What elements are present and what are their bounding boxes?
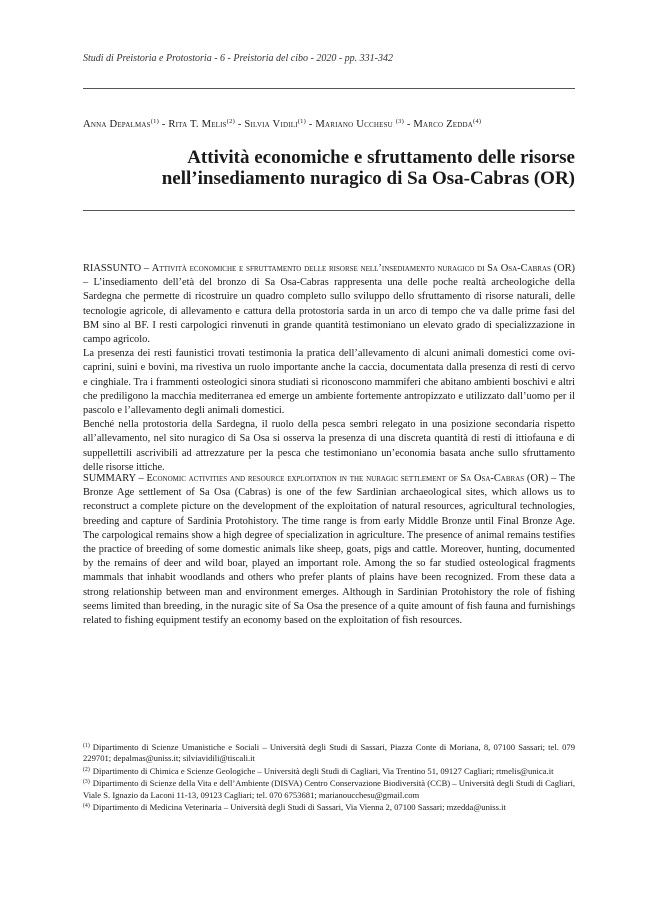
abstract-heading: Economic activities and resource exploitation in the nuragic settlement of Sa Osa-Cabras (OR)	[146, 473, 549, 484]
author-name: Anna Depalmas	[83, 119, 151, 130]
footnote	[83, 765, 575, 777]
author-item	[168, 119, 244, 130]
abstract-text: – The Bronze Age settlement of Sa Osa (Cabras) is one of the few Sardinian archaeological sites, which allows us to reconstruct a complete picture on the development of the exploitation of natural resources, agricultural technologies, breeding and capture of Sardinia Protohistory. The time range is from early Middle Bronze until Final Bronze Age. The carpological remains show a high degree of specialization in agriculture. The presence of animal remains testifies the practice of breeding of some domestic animals like sheep, goats, pigs and cattle. Moreover, hunting, documented by the remains of deer and wild boar, played an important role. Among the so far studied osteological fragments mammals that inhabit woodlands and others who prefer plants of plains have been recognized. From these data a strong relationship between man and environment emerges. Although in Sardinian Protohistory the role of fishing seems limited than breeding, in the nuragic site of Sa Osa the presence of a quite amount of fish fauna and furnishings related to fishing equipment testify an economy based on the exploitation of fish resources.	[83, 473, 575, 627]
abstract-english	[83, 472, 575, 628]
abstract-label: RIASSUNTO –	[83, 263, 152, 274]
header-rule	[83, 88, 575, 89]
author-name: Rita T. Melis	[168, 119, 227, 130]
abstract-italian	[83, 262, 575, 475]
footnote	[83, 741, 575, 765]
author-item	[244, 119, 315, 130]
abstract-paragraph: Benché nella protostoria della Sardegna, il ruolo della pesca sembri relegato in una posizione secondaria rispetto all’allevamento, nel sito nuragico di Sa Osa si osserva la presenza di una discreta quantità di resti di ittiofauna e di suppellettili ascrivibili ad attrezzature per la pesca che testimoniano un’economia basata anche sullo sfruttamento delle risorse ittiche.	[83, 419, 575, 473]
author-separator: -	[234, 119, 245, 130]
footnote	[83, 777, 575, 801]
title-rule	[83, 210, 575, 211]
author-item	[413, 119, 481, 130]
footnote-text: Dipartimento di Medicina Veterinaria – Università degli Studi di Sassari, Via Vienna 2, 07100 Sassari; mzedda@uniss.it	[92, 802, 506, 813]
article-title	[83, 147, 575, 189]
abstract-heading: Attività economiche e sfruttamento delle risorse nell’insediamento nuragico di Sa Osa-Cabras (OR)	[151, 263, 576, 274]
footnote-mark: (2)	[83, 766, 90, 773]
author-separator: -	[305, 119, 316, 130]
author-affiliation-mark: (4)	[473, 118, 482, 125]
author-affiliation-mark: (2)	[226, 118, 235, 125]
abstract-paragraph: La presenza dei resti faunistici trovati testimonia la pratica dell’allevamento di alcuni animali domestici come ovi-caprini, suini e bovini, ma rivestiva un ruolo importante anche la caccia, documentata dalla presenza di resti di cervo e cinghiale. Tra i frammenti osteologici sinora studiati si riconoscono mammiferi che abitano ambienti boschivi e altri che prediligono la macchia mediterranea ed emerge un ambiente fortemente antropizzato e utilizzato dall’uomo per il pascolo e l’allevamento degli animali domestici.	[83, 348, 575, 417]
footnote	[83, 801, 575, 813]
footnote-text: Dipartimento di Chimica e Scienze Geologiche – Università degli Studi di Cagliari, Via Trentino 51, 09127 Cagliari; rtmelis@unica.it	[92, 765, 554, 776]
abstract-label: SUMMARY –	[83, 473, 147, 484]
article-title-line: nell’insediamento nuragico di Sa Osa-Cabras (OR)	[161, 168, 575, 189]
running-header: Studi di Preistoria e Protostoria - 6 - Preistoria del cibo - 2020 - pp. 331-342	[83, 53, 393, 64]
author-name: Mariano Ucchesu	[315, 119, 396, 130]
author-name: Silvia Vidili	[244, 119, 298, 130]
author-name: Marco Zedda	[413, 119, 474, 130]
affiliation-footnotes	[83, 741, 575, 813]
author-list	[83, 118, 583, 130]
footnote-text: Dipartimento di Scienze della Vita e dell’Ambiente (DISVA) Centro Conservazione Biodiversità (CCB) – Università degli Studi di Cagliari, Viale S. Ignazio da Laconi 11-13, 09123 Cagliari; tel. 070 6753681; marianoucchesu@gmail.com	[83, 778, 575, 800]
abstract-paragraph	[83, 472, 575, 628]
footnote-mark: (4)	[83, 803, 90, 810]
author-item	[83, 119, 168, 130]
article-title-line: Attività economiche e sfruttamento delle risorse	[187, 147, 575, 168]
footnote-mark: (3)	[83, 779, 90, 786]
author-separator: -	[158, 119, 169, 130]
author-separator: -	[403, 119, 414, 130]
abstract-text: – L’insediamento dell’età del bronzo di Sa Osa-Cabras rappresenta una delle poche realtà archeologiche della Sardegna che permette di ricostruire un quadro completo sullo sviluppo dello sfruttamento di risorse naturali, delle tecnologie agricole, di allevamento e cattura della protostoria sarda in un arco di tempo che va dalle prime fasi del BM sino al BF. I resti carpologici rinvenuti in grande quantità testimoniano un elevato grado di specializzazione in campo agricolo.	[83, 277, 575, 346]
footnote-text: Dipartimento di Scienze Umanistiche e Sociali – Università degli Studi di Sassari, Piazza Conte di Moriana, 8, 07100 Sassari; tel. 079 229701; depalmas@uniss.it; silviavidili@tiscali.it	[83, 742, 575, 764]
author-affiliation-mark: (3)	[395, 118, 404, 125]
abstract-paragraph	[83, 262, 575, 347]
footnote-mark: (1)	[83, 743, 90, 749]
author-affiliation-mark: (1)	[150, 118, 159, 125]
author-affiliation-mark: (1)	[297, 118, 306, 125]
author-item	[315, 119, 413, 130]
